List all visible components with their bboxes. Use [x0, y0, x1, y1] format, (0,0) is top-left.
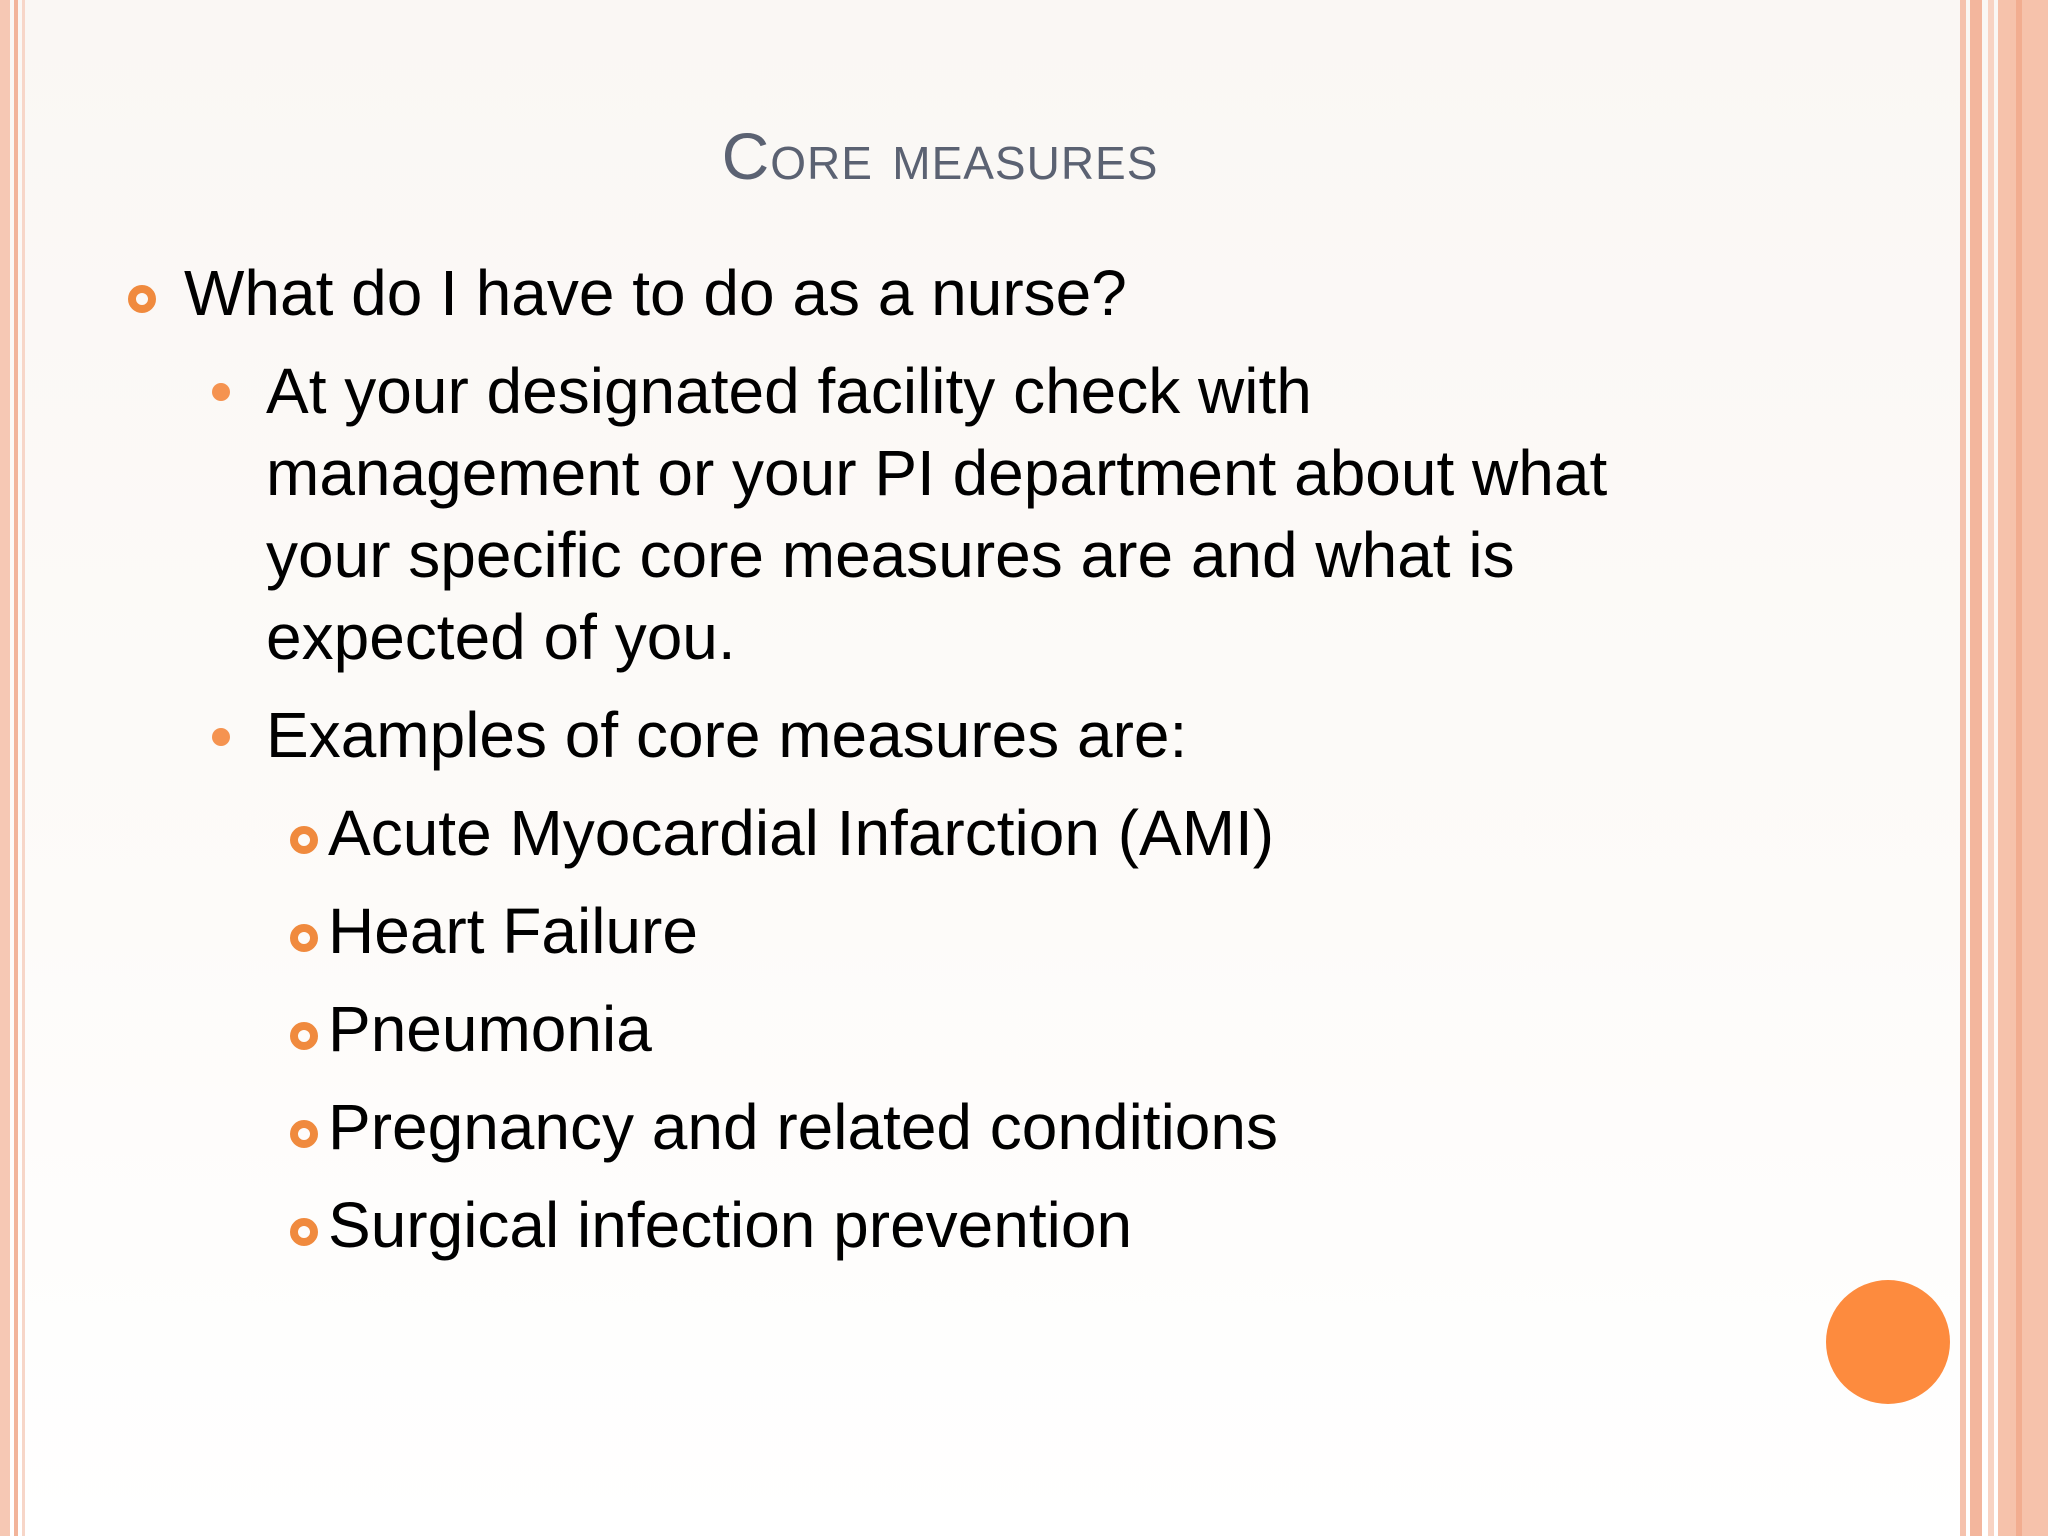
bullet-level-2-line: expected of you. — [266, 601, 736, 673]
slide-title: Core measures — [721, 119, 1159, 193]
right-border-stripe — [1960, 0, 1966, 1536]
dot-bullet-icon — [212, 728, 230, 746]
bullet-level-2-line: Examples of core measures are: — [266, 699, 1188, 771]
left-border-stripe — [22, 0, 25, 1536]
bullet-level-3: Acute Myocardial Infarction (AMI) — [328, 797, 1275, 869]
bullet-level-3: Surgical infection prevention — [328, 1189, 1133, 1261]
right-border-stripe — [1998, 0, 2048, 1536]
bullet-level-2-line: management or your PI department about what — [266, 437, 1608, 509]
bullet-level-1: What do I have to do as a nurse? — [184, 257, 1127, 329]
right-border-stripe — [1988, 0, 1994, 1536]
ring-bullet-icon — [290, 826, 318, 854]
ring-bullet-icon — [128, 285, 156, 313]
right-border-stripe — [1970, 0, 1982, 1536]
left-border-stripe — [0, 0, 10, 1536]
ring-bullet-icon — [290, 1022, 318, 1050]
ring-bullet-icon — [290, 1218, 318, 1246]
bullet-level-3: Heart Failure — [328, 895, 698, 967]
left-border-stripe — [14, 0, 18, 1536]
ring-bullet-icon — [290, 1120, 318, 1148]
bullet-level-2-line: At your designated facility check with — [266, 355, 1312, 427]
ring-bullet-icon — [290, 924, 318, 952]
bullet-level-3: Pneumonia — [328, 993, 652, 1065]
circle-decoration — [1826, 1280, 1950, 1404]
right-border-stripe — [2016, 0, 2022, 1536]
bullet-level-3: Pregnancy and related conditions — [328, 1091, 1278, 1163]
bullet-level-2-line: your specific core measures are and what is — [266, 519, 1515, 591]
dot-bullet-icon — [212, 383, 230, 401]
